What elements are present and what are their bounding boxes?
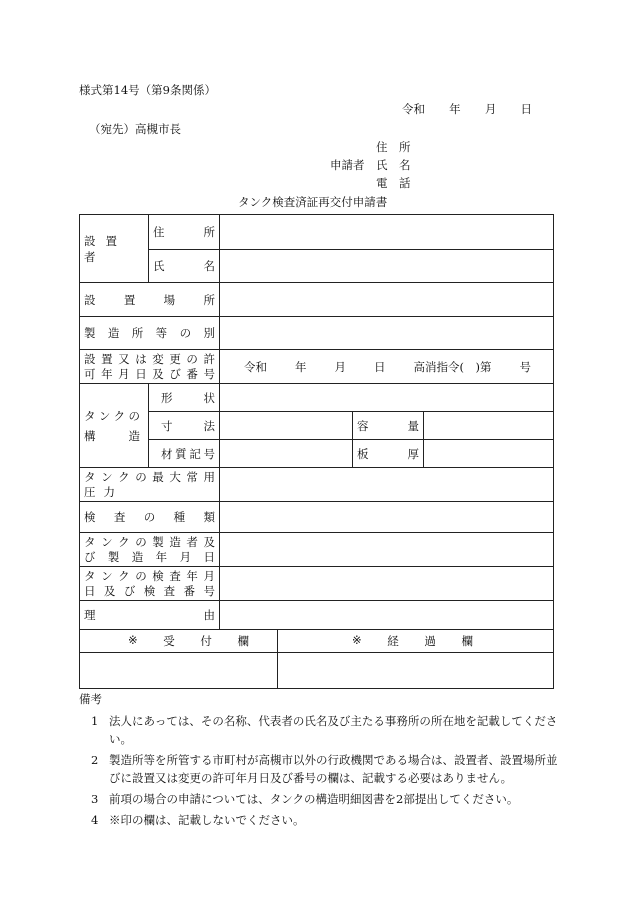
- notes-section: [79, 690, 559, 829]
- date-year: 年: [449, 102, 461, 116]
- note-item: 1 法人にあっては、その名称、代表者の氏名及び主たる事務所の所在地を記載してください。: [91, 714, 558, 746]
- capacity-label: 容 量: [353, 412, 424, 440]
- dimension-field[interactable]: [220, 412, 353, 440]
- date-reiwa: 令和: [402, 102, 425, 116]
- max-pressure-label: タ ン ク の 最 大 常 用 圧 力: [80, 468, 220, 502]
- page-title: タンク検査済証再交付申請書: [238, 195, 388, 209]
- material-field[interactable]: [220, 440, 353, 468]
- dimension-label: 寸 法: [149, 412, 220, 440]
- location-label: 設 置 場 所: [80, 283, 220, 317]
- form-number: 様式第14号（第9条関係）: [79, 83, 216, 97]
- inspection-type-label: 検 査 の 種 類: [80, 502, 220, 533]
- manufacturer-type-field[interactable]: [220, 317, 554, 350]
- manufacturer-type-label: 製 造 所 等 の 別: [80, 317, 220, 350]
- name-label: 氏 名: [149, 250, 220, 283]
- addressee: （宛先）高槻市長: [89, 122, 181, 136]
- application-table: [79, 214, 554, 689]
- progress-header: ※ 経 過 欄: [278, 630, 554, 653]
- applicant-name-label: 氏 名: [376, 158, 411, 172]
- date-day: 日: [520, 102, 532, 116]
- reception-header: ※ 受 付 欄: [80, 630, 278, 653]
- installer-name-field[interactable]: [220, 250, 554, 283]
- progress-field: [278, 653, 554, 689]
- date-line: [402, 101, 532, 117]
- applicant-prefix: 申請者: [330, 158, 365, 172]
- note-item: 2 製造所等を所管する市町村が高槻市以外の行政機関である場合は、設置者、設置場所並びに設置又は変更の許可年月日及び番号の欄は、記載する必要はありません。: [91, 753, 558, 785]
- permit-date-field[interactable]: 令和 年 月 日 高消指令( )第 号: [220, 350, 554, 384]
- max-pressure-field[interactable]: [220, 468, 554, 502]
- inspection-date-field[interactable]: [220, 567, 554, 601]
- notes-heading: 備考: [79, 692, 102, 706]
- applicant-phone-label: 電 話: [376, 176, 411, 190]
- location-field[interactable]: [220, 283, 554, 317]
- reason-field[interactable]: [220, 601, 554, 630]
- material-label: 材 質 記 号: [149, 440, 220, 468]
- plate-thickness-label: 板 厚: [353, 440, 424, 468]
- date-month: 月: [484, 102, 497, 116]
- note-item: 3 前項の場合の申請については、タンクの構造明細図書を2部提出してください。: [91, 792, 519, 806]
- shape-label: 形 状: [149, 384, 220, 412]
- inspection-date-label: タ ン ク の 検 査 年 月 日 及 び 検 査 番 号: [80, 567, 220, 601]
- maker-label: タ ン ク の 製 造 者 及 び 製 造 年 月 日: [80, 533, 220, 567]
- note-item: 4 ※印の欄は、記載しないでください。: [91, 813, 305, 827]
- reason-label: 理 由: [80, 601, 220, 630]
- installer-address-field[interactable]: [220, 215, 554, 250]
- reception-field: [80, 653, 278, 689]
- permit-date-label: 設 置 又 は 変 更 の 許 可 年 月 日 及 び 番 号: [80, 350, 220, 384]
- inspection-type-field[interactable]: [220, 502, 554, 533]
- shape-field[interactable]: [220, 384, 554, 412]
- installer-label: 設置者: [80, 215, 149, 283]
- capacity-field[interactable]: [424, 412, 554, 440]
- tank-structure-label: タ ン ク の 構 造: [80, 384, 149, 468]
- plate-thickness-field[interactable]: [424, 440, 554, 468]
- address-label: 住 所: [149, 215, 220, 250]
- applicant-address-label: 住 所: [376, 140, 411, 154]
- maker-field[interactable]: [220, 533, 554, 567]
